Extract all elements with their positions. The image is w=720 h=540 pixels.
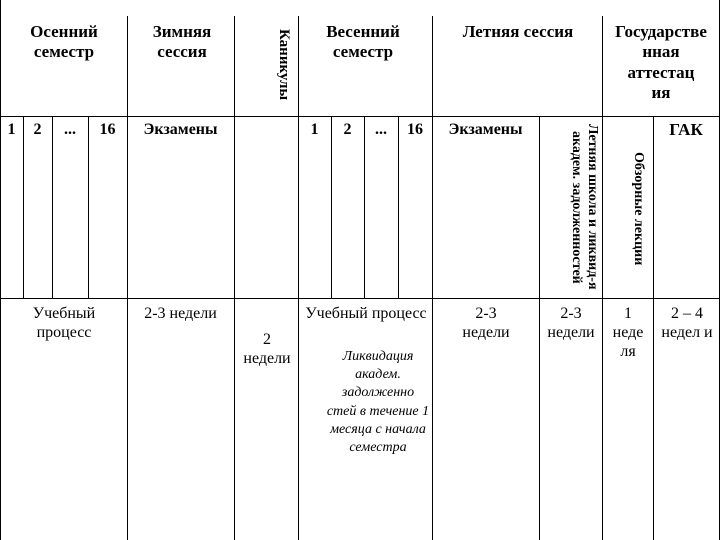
gak-duration: 2 – 4 недел и [661, 305, 713, 342]
holidays-duration: 2 недели [243, 331, 291, 368]
grid-line [0, 298, 720, 299]
header-winter-session: Зимняя сессия [152, 22, 212, 62]
grid-line [653, 116, 654, 540]
spring-week-16: 16 [407, 121, 423, 138]
autumn-week-1: 1 [7, 121, 16, 138]
summer-duration: 2-3 недели [462, 305, 510, 342]
winter-duration: 2-3 недели [144, 305, 217, 322]
header-summer-session: Летняя сессия [462, 22, 574, 41]
grid-line [23, 116, 24, 298]
grid-line [0, 116, 720, 117]
grid-line [127, 16, 128, 540]
lectures-duration: 1 неде ля [612, 305, 644, 361]
header-state-attestation: Государстве нная аттестац ия [615, 22, 707, 103]
autumn-process: Учебный процесс [32, 305, 96, 342]
grid-line [234, 16, 235, 540]
review-lectures-label: Обзорные лекции [631, 152, 646, 266]
winter-exams: Экзамены [143, 121, 218, 138]
grid-line [331, 116, 332, 298]
grid-line [364, 116, 365, 298]
grid-line [602, 16, 603, 540]
grid-line [298, 16, 299, 540]
autumn-week-16: 16 [99, 121, 116, 138]
spring-week-2: 2 [343, 121, 352, 138]
spring-week-ellipsis: ... [375, 121, 387, 138]
spring-week-1: 1 [310, 121, 319, 138]
grid-line [432, 16, 433, 540]
header-holidays: Каникулы [276, 29, 292, 101]
spring-note: Ликвидация академ. задолженно стей в течение 1 месяца с начала семестра [326, 349, 430, 455]
gak-label: ГАК [669, 120, 703, 139]
grid-line [88, 116, 89, 298]
grid-line [52, 116, 53, 298]
school-duration: 2-3 недели [547, 305, 595, 342]
summer-school-label: Летняя школа и ликвид-я академ. задолженностей [568, 124, 600, 290]
autumn-week-2: 2 [33, 121, 42, 138]
autumn-week-ellipsis: ... [64, 121, 76, 138]
header-autumn-semester: Осенний семестр [30, 22, 98, 62]
spring-process: Учебный процесс [305, 305, 427, 322]
grid-line [398, 116, 399, 298]
summer-exams: Экзамены [448, 121, 523, 138]
header-spring-semester: Весенний семестр [326, 22, 400, 62]
grid-line [0, 0, 1, 540]
